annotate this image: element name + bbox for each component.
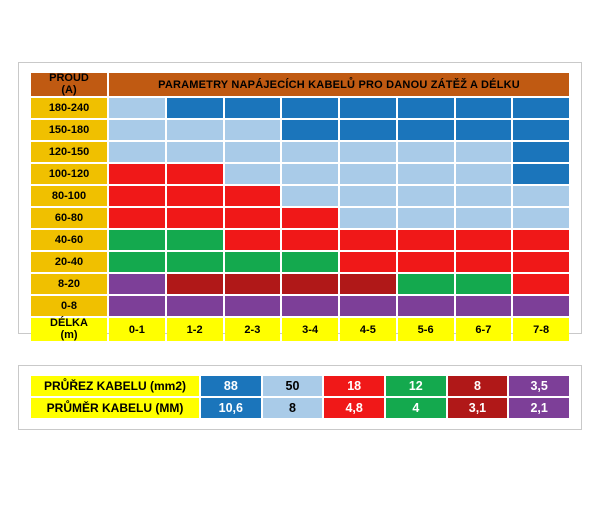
- chart-title: PARAMETRY NAPÁJECÍCH KABELŮ PRO DANOU ZÁTĚŽ A DÉLKU: [109, 73, 569, 96]
- heatmap-cell: [282, 120, 338, 140]
- length-range-label: 5-6: [398, 318, 454, 341]
- table-row: [31, 208, 569, 228]
- heatmap-cell: [513, 252, 569, 272]
- table-row: [31, 252, 569, 272]
- heatmap-cell: [398, 296, 454, 316]
- table-header-row: [31, 73, 569, 96]
- heatmap-cell: [513, 142, 569, 162]
- heatmap-cell: [456, 274, 512, 294]
- length-range-label: 2-3: [225, 318, 281, 341]
- heatmap-cell: [282, 252, 338, 272]
- heatmap-cell: [282, 208, 338, 228]
- heatmap-cell: [340, 230, 396, 250]
- legend-value-cell: 88: [201, 376, 261, 396]
- legend-row-label: PRŮMĚR KABELU (MM): [31, 398, 199, 418]
- length-axis-label: [31, 318, 107, 341]
- heatmap-cell: [109, 186, 165, 206]
- heatmap-cell: [167, 230, 223, 250]
- heatmap-cell: [456, 296, 512, 316]
- legend-value-cell: 18: [324, 376, 384, 396]
- heatmap-cell: [513, 98, 569, 118]
- heatmap-cell: [398, 230, 454, 250]
- heatmap-cell: [398, 252, 454, 272]
- heatmap-cell: [109, 164, 165, 184]
- current-range-label: 0-8: [31, 296, 107, 316]
- heatmap-cell: [456, 230, 512, 250]
- length-range-label: 7-8: [513, 318, 569, 341]
- heatmap-cell: [109, 98, 165, 118]
- legend-value-cell: 4,8: [324, 398, 384, 418]
- heatmap-cell: [109, 230, 165, 250]
- heatmap-cell: [340, 274, 396, 294]
- length-range-label: 4-5: [340, 318, 396, 341]
- heatmap-cell: [398, 142, 454, 162]
- heatmap-cell: [282, 274, 338, 294]
- heatmap-cell: [340, 120, 396, 140]
- table-footer-row: [31, 318, 569, 341]
- current-range-label: 80-100: [31, 186, 107, 206]
- heatmap-cell: [282, 186, 338, 206]
- heatmap-cell: [513, 186, 569, 206]
- heatmap-cell: [398, 208, 454, 228]
- heatmap-cell: [167, 296, 223, 316]
- heatmap-cell: [398, 186, 454, 206]
- heatmap-cell: [167, 274, 223, 294]
- heatmap-cell: [225, 98, 281, 118]
- heatmap-cell: [398, 274, 454, 294]
- legend-row-label: PRŮŘEZ KABELU (mm2): [31, 376, 199, 396]
- heatmap-cell: [167, 208, 223, 228]
- table-row: [31, 274, 569, 294]
- table-row: [31, 164, 569, 184]
- current-axis-label-line2: (A): [61, 83, 77, 96]
- heatmap-cell: [167, 98, 223, 118]
- heatmap-cell: [456, 98, 512, 118]
- heatmap-cell: [340, 252, 396, 272]
- heatmap-cell: [513, 120, 569, 140]
- legend-value-cell: 10,6: [201, 398, 261, 418]
- heatmap-cell: [340, 186, 396, 206]
- heatmap-cell: [225, 252, 281, 272]
- heatmap-cell: [513, 208, 569, 228]
- heatmap-cell: [167, 142, 223, 162]
- legend-value-cell: 3,1: [448, 398, 508, 418]
- current-range-label: 60-80: [31, 208, 107, 228]
- heatmap-cell: [167, 186, 223, 206]
- heatmap-cell: [513, 164, 569, 184]
- current-axis-label-line1: PROUD: [49, 72, 89, 84]
- length-range-label: 1-2: [167, 318, 223, 341]
- heatmap-cell: [109, 120, 165, 140]
- legend-row: [31, 398, 569, 418]
- heatmap-cell: [513, 274, 569, 294]
- current-range-label: 120-150: [31, 142, 107, 162]
- heatmap-cell: [109, 208, 165, 228]
- current-range-label: 40-60: [31, 230, 107, 250]
- heatmap-cell: [340, 296, 396, 316]
- legend-value-cell: 50: [263, 376, 323, 396]
- current-axis-label: [31, 73, 107, 96]
- current-range-label: 100-120: [31, 164, 107, 184]
- length-range-label: 6-7: [456, 318, 512, 341]
- heatmap-cell: [456, 142, 512, 162]
- current-range-label: 150-180: [31, 120, 107, 140]
- heatmap-cell: [225, 186, 281, 206]
- heatmap-cell: [109, 296, 165, 316]
- cable-legend-table: [29, 374, 571, 420]
- table-row: [31, 120, 569, 140]
- table-row: [31, 142, 569, 162]
- heatmap-cell: [456, 164, 512, 184]
- legend-value-cell: 3,5: [509, 376, 569, 396]
- current-range-label: 180-240: [31, 98, 107, 118]
- table-row: [31, 186, 569, 206]
- current-range-label: 20-40: [31, 252, 107, 272]
- heatmap-cell: [282, 164, 338, 184]
- length-range-label: 3-4: [282, 318, 338, 341]
- legend-value-cell: 4: [386, 398, 446, 418]
- heatmap-cell: [225, 208, 281, 228]
- heatmap-cell: [225, 142, 281, 162]
- length-axis-label-line2: (m): [60, 328, 78, 341]
- heatmap-cell: [513, 296, 569, 316]
- legend-row: [31, 376, 569, 396]
- heatmap-cell: [456, 120, 512, 140]
- cable-legend-panel: [18, 365, 582, 430]
- length-range-label: 0-1: [109, 318, 165, 341]
- heatmap-cell: [340, 208, 396, 228]
- legend-value-cell: 12: [386, 376, 446, 396]
- heatmap-cell: [109, 252, 165, 272]
- heatmap-cell: [282, 296, 338, 316]
- current-range-label: 8-20: [31, 274, 107, 294]
- heatmap-cell: [456, 252, 512, 272]
- cable-parameters-table: [29, 71, 571, 343]
- heatmap-cell: [167, 120, 223, 140]
- heatmap-cell: [398, 120, 454, 140]
- heatmap-cell: [398, 164, 454, 184]
- heatmap-cell: [456, 186, 512, 206]
- cable-parameters-panel: [18, 62, 582, 341]
- heatmap-cell: [225, 120, 281, 140]
- heatmap-cell: [225, 274, 281, 294]
- heatmap-cell: [167, 252, 223, 272]
- heatmap-cell: [340, 142, 396, 162]
- heatmap-cell: [225, 164, 281, 184]
- heatmap-cell: [167, 164, 223, 184]
- heatmap-cell: [109, 274, 165, 294]
- heatmap-cell: [282, 230, 338, 250]
- heatmap-cell: [282, 142, 338, 162]
- heatmap-cell: [340, 98, 396, 118]
- legend-value-cell: 8: [263, 398, 323, 418]
- heatmap-cell: [340, 164, 396, 184]
- legend-value-cell: 2,1: [509, 398, 569, 418]
- legend-value-cell: 8: [448, 376, 508, 396]
- heatmap-cell: [398, 98, 454, 118]
- table-row: [31, 98, 569, 118]
- heatmap-cell: [456, 208, 512, 228]
- heatmap-cell: [225, 230, 281, 250]
- heatmap-cell: [225, 296, 281, 316]
- table-row: [31, 296, 569, 316]
- heatmap-cell: [513, 230, 569, 250]
- length-axis-label-line1: DÉLKA: [50, 317, 88, 330]
- heatmap-cell: [282, 98, 338, 118]
- table-row: [31, 230, 569, 250]
- heatmap-cell: [109, 142, 165, 162]
